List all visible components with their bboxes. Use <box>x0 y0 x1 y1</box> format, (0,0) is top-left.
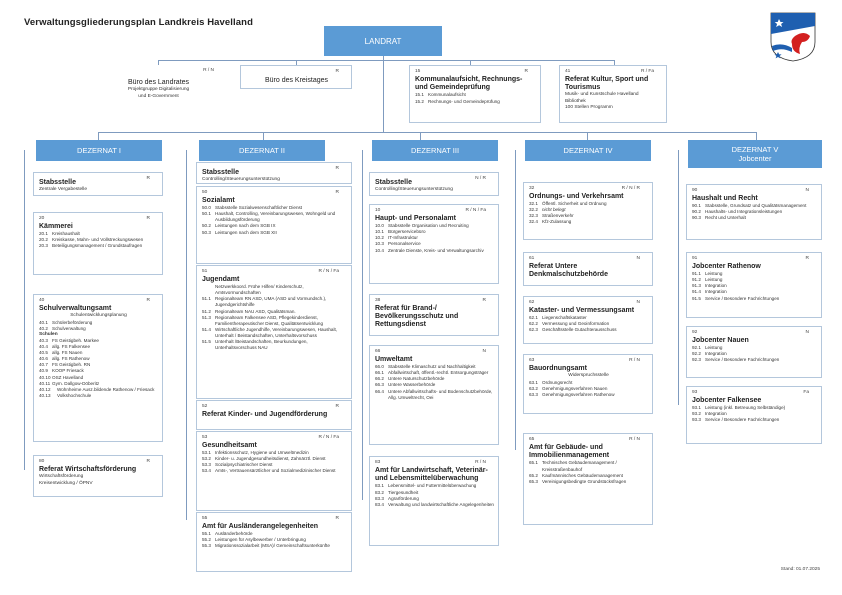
list-item: 91.2 Leistung <box>692 277 723 283</box>
box-amt-90 <box>686 184 822 240</box>
list-item: 40.10 OSZ Havelland <box>39 374 84 380</box>
box-amt-53 <box>196 431 352 511</box>
box-number: 91 <box>692 256 698 261</box>
list-item: 66.1 Abfallwirtschaft, öffentl.-rechtl. Entsorgungsträger <box>375 370 489 376</box>
box-amt-40 <box>33 294 163 442</box>
list-item: 55.2 Leistungen für Asylbewerber / Unterbringung <box>202 537 306 543</box>
list-item: 92.3 Service / Besondere Fachrichtungen <box>692 357 780 363</box>
list-item: 91.3 Integration <box>692 283 727 289</box>
box-code: R <box>335 516 339 521</box>
box-sub-1: Projektgruppe Digitalisierung <box>127 87 190 93</box>
connector-d5 <box>756 132 757 140</box>
box-sub-2: Bibliothek <box>565 98 586 104</box>
box-code: R <box>335 166 339 171</box>
box-amt-32 <box>523 182 653 240</box>
box-amt-15 <box>409 65 541 123</box>
box-code: R / N / Fa <box>465 208 486 213</box>
box-title: Haupt- und Personalamt <box>375 215 456 222</box>
list-item: Netzwerkkoord. Frühe Hilfen/ Kinderschutz, Amtsvormundschaften <box>215 284 304 296</box>
list-item: 10.2 IT-Infrastruktur <box>375 235 418 241</box>
box-title: Referat für Brand-/ Bevölkerungsschutz und Rettungsdienst <box>375 305 459 329</box>
box-code: R / N <box>629 358 640 363</box>
box-number: 90 <box>692 188 698 193</box>
box-amt-80 <box>33 455 163 497</box>
box-sub-1: Musik- und Kunstschule Havelland <box>565 92 639 98</box>
box-number: 62 <box>529 300 535 305</box>
list-item: 91.1 Leistung <box>692 271 723 277</box>
list-item: 50.3 Leistungen nach dem SGB XII <box>202 229 277 235</box>
box-number: 32 <box>529 186 535 191</box>
box-code: N <box>805 330 809 335</box>
box-d3-stabsstelle <box>369 172 499 196</box>
list-item: 50.2 Leistungen nach dem SGB IX <box>202 223 276 229</box>
box-number: 93 <box>692 390 698 395</box>
list-item: 62.3 Geschäftsstelle Gutachterausschuss <box>529 327 617 333</box>
box-title: Jobcenter Rathenow <box>692 263 761 270</box>
box-sub-2: und E-Government <box>138 93 179 99</box>
list-item: 40.4 allg. FS Falkensee <box>39 344 91 350</box>
box-code: Fa <box>803 390 809 395</box>
box-title: Kataster- und Vermessungsamt <box>529 307 635 314</box>
box-amt-62 <box>523 296 653 344</box>
box-code: N <box>636 300 640 305</box>
box-amt-91 <box>686 252 822 318</box>
list-item: 53.1 Infektionsschutz, Hygiene und Umweltmedizin <box>202 450 309 456</box>
landrat-box: LANDRAT <box>324 26 442 56</box>
box-title: Referat Kultur, Sport und Tourismus <box>565 76 649 92</box>
box-code: N <box>482 349 486 354</box>
box-amt-63 <box>523 354 653 414</box>
box-title: Jobcenter Nauen <box>692 337 749 344</box>
list-item: 51.3 Regionalteam Falkensee ASD, Pflegekinderdienst, Familientherapeutischer Dienst, Qualitätsentwicklung <box>202 314 324 326</box>
box-number: 53 <box>202 435 208 440</box>
list-item: 10.1 Bürgerservicebüro <box>375 229 426 235</box>
box-title: Bauordnungsamt <box>529 365 587 372</box>
list-item: 93.2 Integration <box>692 411 727 417</box>
box-number: 15 <box>415 69 421 74</box>
dezernat-2-header: DEZERNAT II <box>199 140 325 161</box>
list-item: 51.4 Wirtschaftliche Jugendhilfe, Vereinbarungswesen, Haushalt, Unterhalt / Beistandschaften, Unterhaltsvorschuss <box>202 326 338 338</box>
list-item: 40.13 Volkshochschule <box>39 392 92 398</box>
list-item: 66.2 Untere Naturschutzbehörde <box>375 376 445 382</box>
box-code: N <box>805 188 809 193</box>
list-item: 83.1 Lebensmittel- und Futtermittelüberwachung <box>375 483 477 489</box>
box-title: Amt für Landwirtschaft, Veterinär- und Lebensmittelüberwachung <box>375 467 488 483</box>
box-sub: Widerspruchsstelle <box>568 373 609 379</box>
list-item: 32.2 nicht belegt <box>529 207 566 213</box>
list-item: 10.0 Stabsstelle Organisation und Recruiting <box>375 223 469 229</box>
box-number: 52 <box>202 404 208 409</box>
box-code: R / N <box>203 68 214 73</box>
list-item: 91.4 Integration <box>692 289 727 295</box>
list-item: 53.4 Amts-, Vertrauensärztlicher und Sozialmedizinischer Dienst <box>202 468 336 474</box>
box-number: 80 <box>39 459 45 464</box>
box-title: Stabsstelle <box>39 179 76 186</box>
box-title: Referat Wirtschaftsförderung <box>39 466 137 473</box>
box-code: R <box>335 69 339 74</box>
connector-top-row <box>158 60 614 61</box>
list-item: 15.1 Kommunalaufsicht <box>415 92 466 98</box>
list-item: 91.5 Service / Besondere Fachrichtungen <box>692 295 780 301</box>
box-title: Referat Untere Denkmalschutzbehörde <box>529 263 608 279</box>
box-number: 61 <box>529 256 535 261</box>
list-item: 66.3 Untere Wasserbehörde <box>375 382 436 388</box>
box-title: Jugendamt <box>202 276 240 283</box>
connector-d1-spine <box>24 150 25 470</box>
box-title: Ordnungs- und Verkehrsamt <box>529 193 624 200</box>
box-d2-stabsstelle <box>196 162 352 184</box>
box-title: Büro des Kreistages <box>264 77 329 84</box>
list-item: 20.3 Beteiligungsmanagement / Grundstaufragen <box>39 243 143 249</box>
list-item: 90.3 Recht und Unterhalt <box>692 215 746 221</box>
box-amt-55 <box>196 512 352 572</box>
list-item: 55.1 Ausländerbehörde <box>202 531 253 537</box>
box-number: 20 <box>39 216 45 221</box>
list-item: 62.2 Vermessung und Geoinformation <box>529 321 610 327</box>
box-sub: Controlling/Steuerungsunterstützung <box>375 187 453 193</box>
box-amt-66 <box>369 345 499 445</box>
box-code: R <box>524 69 528 74</box>
page-title: Verwaltungsgliederungsplan Landkreis Havelland <box>24 17 253 28</box>
box-code: R <box>335 404 339 409</box>
list-item: 63.2 Genehmigungsverfahren Nauen <box>529 385 608 391</box>
box-amt-65 <box>523 433 653 525</box>
list-item: 40.5 allg. FS Nauen <box>39 350 83 356</box>
list-item: 92.2 Integration <box>692 351 727 357</box>
box-title: Büro des Landrates <box>127 79 190 86</box>
box-title: Gesundheitsamt <box>202 442 257 449</box>
box-code: R <box>482 298 486 303</box>
box-number: 63 <box>529 358 535 363</box>
list-item: 40.9 KOOP Friesack <box>39 368 84 374</box>
list-item: 20.2 Kreiskasse, Mahn- und Vollstreckungswesen <box>39 237 144 243</box>
box-number: 50 <box>202 190 208 195</box>
list-item: 65.1 Technisches Gebäudemanagement / Kreisstraßenbauhof <box>529 460 617 472</box>
box-amt-20 <box>33 212 163 275</box>
box-amt-93 <box>686 386 822 444</box>
box-sub-3: 100 Stellen Programm <box>565 105 613 110</box>
list-item: 92.1 Leistung <box>692 345 723 351</box>
dezernat-3-header: DEZERNAT III <box>372 140 498 161</box>
box-code: R / Fa <box>640 69 654 74</box>
box-code: R / N / R <box>621 186 640 191</box>
list-item: 65.3 Vereinigungsbedingte Grundstücksfragen <box>529 478 627 484</box>
list-item: 53.2 Kinder- u. Jugendgesundheitsdienst, Zahnärztl. Dienst <box>202 456 326 462</box>
connector-d5-spine <box>678 150 679 405</box>
box-code: R / N <box>629 437 640 442</box>
box-amt-50 <box>196 186 352 264</box>
list-item: 40.1 Schülerbeförderung <box>39 319 93 325</box>
list-item: 50.0 Stabsstelle Sozialwesenschaftlicher Dienst <box>202 205 303 211</box>
box-amt-61 <box>523 252 653 286</box>
list-item: 65.2 Kaufmännisches Gebäudemanagement <box>529 472 623 478</box>
box-sub: Zentrale Vergabestelle <box>39 187 87 193</box>
list-item: 40.12 Wohnheime Ausz.bildende Rathenow / Friesack <box>39 386 155 392</box>
box-code: R <box>146 216 150 221</box>
box-title: Referat Kinder- und Jugendförderung <box>202 411 328 418</box>
connector-landrat-down <box>383 56 384 132</box>
list-item: 51.1 Regionalteam RN ASD, UMA (ASD und Vormundsch.), Jugendgerichtshilfe <box>202 296 327 308</box>
list-item: 50.1 Haushalt, Controlling, Vereinbarungswesen, Wohngeld und Ausbildungsförderung <box>202 211 336 223</box>
box-buero-landrat <box>90 65 226 109</box>
box-code: R <box>146 176 150 181</box>
box-number: 83 <box>375 460 381 465</box>
list-item: 10.4 Zentrale Dienste, Kreis- und Verwaltungsarchiv <box>375 247 484 253</box>
box-code: R <box>335 190 339 195</box>
stand-date: Stand: 01.07.2025 <box>780 567 820 572</box>
connector-d4 <box>587 132 588 140</box>
box-amt-52 <box>196 400 352 430</box>
list-item: 63.1 Ordnungsrecht <box>529 379 573 385</box>
dezernat-1-header: DEZERNAT I <box>36 140 162 161</box>
box-amt-10 <box>369 204 499 284</box>
box-amt-51 <box>196 265 352 399</box>
box-number: 92 <box>692 330 698 335</box>
list-item: 32.3 Straßenverkehr <box>529 213 574 219</box>
list-item: 66.0 Stabsstelle Klimaschutz und Nachhaltigkeit <box>375 364 476 370</box>
box-number: 38 <box>375 298 381 303</box>
box-title: Kämmerei <box>39 223 73 230</box>
list-item: 51.5 Unterhalt /Beistandschaften, Beurkundungen, Unterhaltsvorschuss NAU <box>202 339 308 351</box>
list-item: 10.3 Personalservice <box>375 241 421 247</box>
list-item: 90.2 Haushalts- und Integrationsleistungen <box>692 209 783 215</box>
list-item: 63.3 Genehmigungsverfahren Rathenow <box>529 391 615 397</box>
list-item: 83.4 Verwaltung und landwirtschaftliche Angelegenheiten <box>375 501 494 507</box>
list-item: 55.3 Migrationssozialarbeit (MSA)/ Gemeinschaftsunterkünfte <box>202 543 330 549</box>
box-code: R / N / Fa <box>318 435 339 440</box>
list-item: 93.1 Leistung (inkl. Betreuung Selbständige) <box>692 405 786 411</box>
list-item: 32.1 Öffentl. Sicherheit und Ordnung <box>529 201 607 207</box>
box-amt-83 <box>369 456 499 546</box>
list-item: 20.1 Kreishaushalt <box>39 231 80 237</box>
list-item: 93.3 Service / Besondere Fachrichtungen <box>692 417 780 423</box>
box-title: Amt für Ausländerangelegenheiten <box>202 523 319 530</box>
list-item: 66.4 Untere Abfallwirtschafts- und Bodenschutzbehörde, Allg. Umweltrecht, Oei <box>375 388 493 400</box>
box-number: 41 <box>565 69 571 74</box>
connector-dezernat-row <box>98 132 756 133</box>
dezernat-4-header: DEZERNAT IV <box>525 140 651 161</box>
list-item: 83.2 Tiergesundheit <box>375 489 419 495</box>
box-number: 10 <box>375 208 381 213</box>
box-title: Stabsstelle <box>202 169 239 176</box>
list-item: 40.11 Gym. Dallgow-Döberitz <box>39 380 100 386</box>
box-sub: Schulentwicklungsplanung <box>70 313 127 319</box>
list-item: 51.2 Regionalteam NAU ASD, Qualitätsman. <box>202 308 296 314</box>
box-buero-kreistag <box>240 65 352 89</box>
box-title: Kommunalaufsicht, Rechnungs- und Gemeindeprüfung <box>415 76 523 92</box>
dezernat-5-header: DEZERNAT V Jobcenter <box>688 140 822 168</box>
connector-d2-spine <box>186 150 187 520</box>
havelland-coat-of-arms-icon <box>770 12 816 62</box>
box-title: Stabsstelle <box>375 179 412 186</box>
box-number: 55 <box>202 516 208 521</box>
box-code: R / N <box>475 460 486 465</box>
box-code: R <box>146 459 150 464</box>
box-sub-1: Wirtschaftsförderung <box>39 474 84 480</box>
list-item: 53.3 Sozialpsychiatrischer Dienst <box>202 462 273 468</box>
box-sub-2: Kreisentwicklung / ÖPNV <box>39 480 93 486</box>
box-code: N / R <box>475 176 486 181</box>
box-title: Sozialamt <box>202 197 235 204</box>
box-amt-92 <box>686 326 822 378</box>
list-item: 40.2 Schulverwaltung <box>39 325 86 331</box>
list-item: 83.3 Agrarförderung <box>375 495 419 501</box>
schulen-label: Schulen <box>39 331 58 337</box>
list-item: 90.1 Stabsstelle, Grundsatz und Qualitätsmanagement <box>692 203 807 209</box>
box-number: 40 <box>39 298 45 303</box>
connector-d3-spine <box>362 150 363 500</box>
list-item: 62.1 Liegenschaftskataster <box>529 315 587 321</box>
list-item: 32.4 Kfz-Zulassung <box>529 219 572 225</box>
connector-d3 <box>420 132 421 140</box>
box-code: R / N / Fa <box>318 269 339 274</box>
list-item: 15.2 Rechnungs- und Gemeindeprüfung <box>415 98 500 104</box>
list-item: 40.6 allg. FS Rathenow <box>39 356 90 362</box>
list-item: 40.7 FS Geistigbeh. RN <box>39 362 91 368</box>
connector-d1 <box>98 132 99 140</box>
box-title: Schulverwaltungsamt <box>39 305 112 312</box>
connector-d2 <box>263 132 264 140</box>
box-code: N <box>636 256 640 261</box>
box-title: Amt für Gebäude- und Immobilienmanagement <box>529 444 610 460</box>
box-amt-41 <box>559 65 667 123</box>
box-sub: Controlling/Steuerungsunterstützung <box>202 177 280 183</box>
box-title: Haushalt und Recht <box>692 195 758 202</box>
box-code: R <box>805 256 809 261</box>
box-number: 66 <box>375 349 381 354</box>
box-d1-stabsstelle <box>33 172 163 196</box>
connector-d4-spine <box>515 150 516 450</box>
box-number: 51 <box>202 269 208 274</box>
box-number: 65 <box>529 437 535 442</box>
list-item: 40.3 FS Geistigbeh. Markee <box>39 337 99 343</box>
box-title: Jobcenter Falkensee <box>692 397 762 404</box>
box-title: Umweltamt <box>375 356 413 363</box>
box-code: R <box>146 298 150 303</box>
box-amt-38 <box>369 294 499 336</box>
